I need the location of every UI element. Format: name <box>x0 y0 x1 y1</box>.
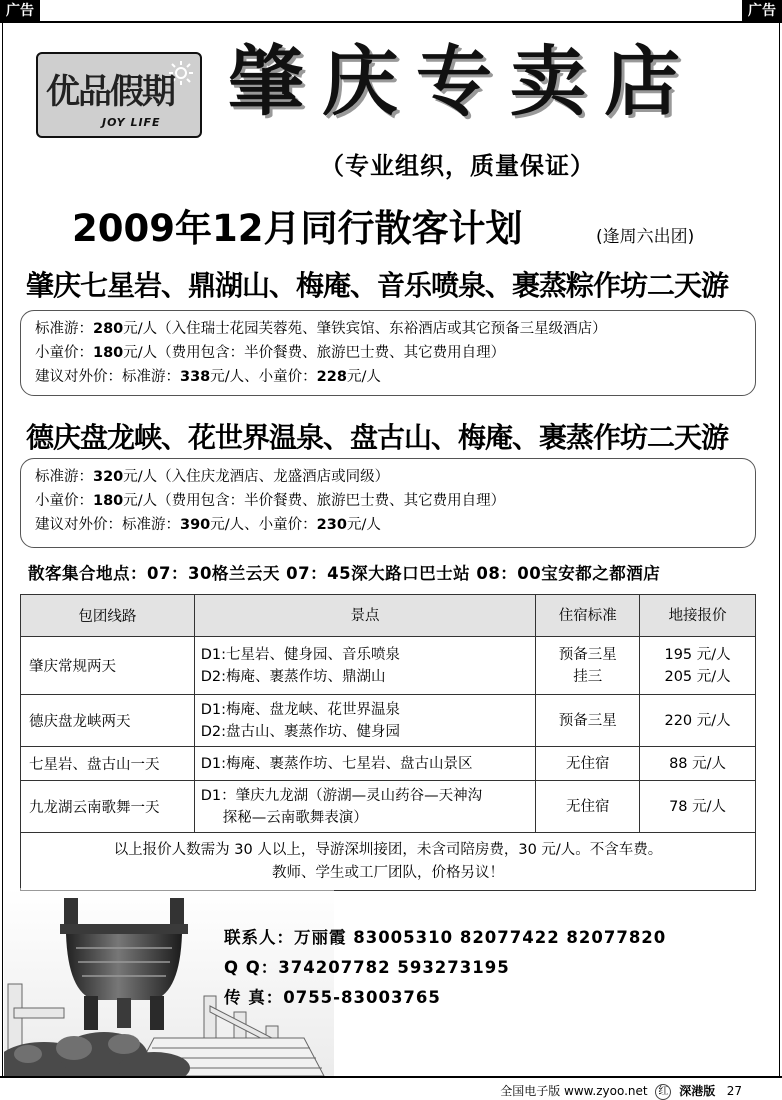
header-stay: 住宿标准 <box>536 595 640 637</box>
route-price: 78 元/人 <box>640 781 756 833</box>
plan-note: (逢周六出团) <box>596 227 695 247</box>
table-header-row <box>21 595 756 637</box>
route-name: 肇庆常规两天 <box>21 637 195 695</box>
slogan: （专业组织，质量保证） <box>320 152 595 180</box>
route-price: 220 元/人 <box>640 695 756 747</box>
ad-tag-right: 广告 <box>742 0 782 22</box>
table-row <box>21 747 756 781</box>
package-table <box>20 594 756 891</box>
route-stay: 预备三星 挂三 <box>536 637 640 695</box>
footer-site[interactable]: 全国电子版 www.zyoo.net <box>500 1084 648 1098</box>
price-line-standard: 标准游：320元/人（入住庆龙酒店、龙盛酒店或同级） <box>35 469 390 485</box>
red-badge-icon: 红 <box>655 1084 671 1100</box>
header-route: 包团线路 <box>21 595 195 637</box>
route-spots: D1:七星岩、健身园、音乐喷泉 D2:梅庵、裹蒸作坊、鼎湖山 <box>194 637 536 695</box>
plan-title: 2009年12月同行散客计划 <box>72 207 523 250</box>
contact-fax: 传 真：0755-83003765 <box>224 988 441 1007</box>
route-price: 195 元/人 205 元/人 <box>640 637 756 695</box>
page-footer <box>500 1082 742 1100</box>
bottom-rule <box>0 1076 782 1078</box>
route-price: 88 元/人 <box>640 747 756 781</box>
meeting-points: 散客集合地点：07：30格兰云天 07：45深大路口巴士站 08：00宝安都之都酒店 <box>28 564 661 583</box>
route-title-deqing: 德庆盘龙峡、花世界温泉、盘古山、梅庵、裹蒸作坊二天游 <box>26 421 729 454</box>
table-note: 以上报价人数需为 30 人以上，导游深圳接团，未含司陪房费，30 元/人。不含车费。 教师、学生或工厂团队，价格另议！ <box>21 833 756 891</box>
route-stay: 无住宿 <box>536 747 640 781</box>
route-stay: 无住宿 <box>536 781 640 833</box>
price-line-suggested: 建议对外价：标准游：390元/人、小童价：230元/人 <box>35 517 381 533</box>
table-note-row <box>21 833 756 891</box>
shop-title: 肇庆专卖店 <box>228 37 698 126</box>
route-stay: 预备三星 <box>536 695 640 747</box>
page-number: 27 <box>726 1084 742 1098</box>
header-spots: 景点 <box>194 595 536 637</box>
table-row <box>21 781 756 833</box>
cauldron-illustration <box>4 888 334 1076</box>
route-name: 九龙湖云南歌舞一天 <box>21 781 195 833</box>
route-spots: D1：肇庆九龙湖（游湖—灵山药谷—天神沟 探秘—云南歌舞表演） <box>194 781 536 833</box>
route-spots: D1:梅庵、裹蒸作坊、七星岩、盘古山景区 <box>194 747 536 781</box>
price-box-deqing <box>20 458 756 548</box>
price-line-suggested: 建议对外价：标准游：338元/人、小童价：228元/人 <box>35 369 381 385</box>
route-name: 德庆盘龙峡两天 <box>21 695 195 747</box>
table-row <box>21 695 756 747</box>
header-price: 地接报价 <box>640 595 756 637</box>
logo-text: 优品假期 <box>46 72 174 112</box>
ad-tag-left: 广告 <box>0 0 40 22</box>
price-line-child: 小童价：180元/人（费用包含：半价餐费、旅游巴士费、其它费用自理） <box>35 493 506 509</box>
contact-person: 联系人：万丽霞 83005310 82077422 82077820 <box>224 928 667 947</box>
price-box-zhaoqing <box>20 310 756 396</box>
contact-qq: Q Q：374207782 593273195 <box>224 958 510 977</box>
price-line-child: 小童价：180元/人（费用包含：半价餐费、旅游巴士费、其它费用自理） <box>35 345 506 361</box>
logo-subtitle: JOY LIFE <box>102 116 161 129</box>
route-name: 七星岩、盘古山一天 <box>21 747 195 781</box>
table-row <box>21 637 756 695</box>
route-spots: D1:梅庵、盘龙峡、花世界温泉 D2:盘古山、裹蒸作坊、健身园 <box>194 695 536 747</box>
footer-edition: 深港版 <box>679 1084 716 1098</box>
brand-logo <box>36 52 202 138</box>
price-line-standard: 标准游：280元/人（入住瑞士花园芙蓉苑、肇铁宾馆、东裕酒店或其它预备三星级酒店） <box>35 321 607 337</box>
route-title-zhaoqing: 肇庆七星岩、鼎湖山、梅庵、音乐喷泉、裹蒸粽作坊二天游 <box>26 269 729 302</box>
